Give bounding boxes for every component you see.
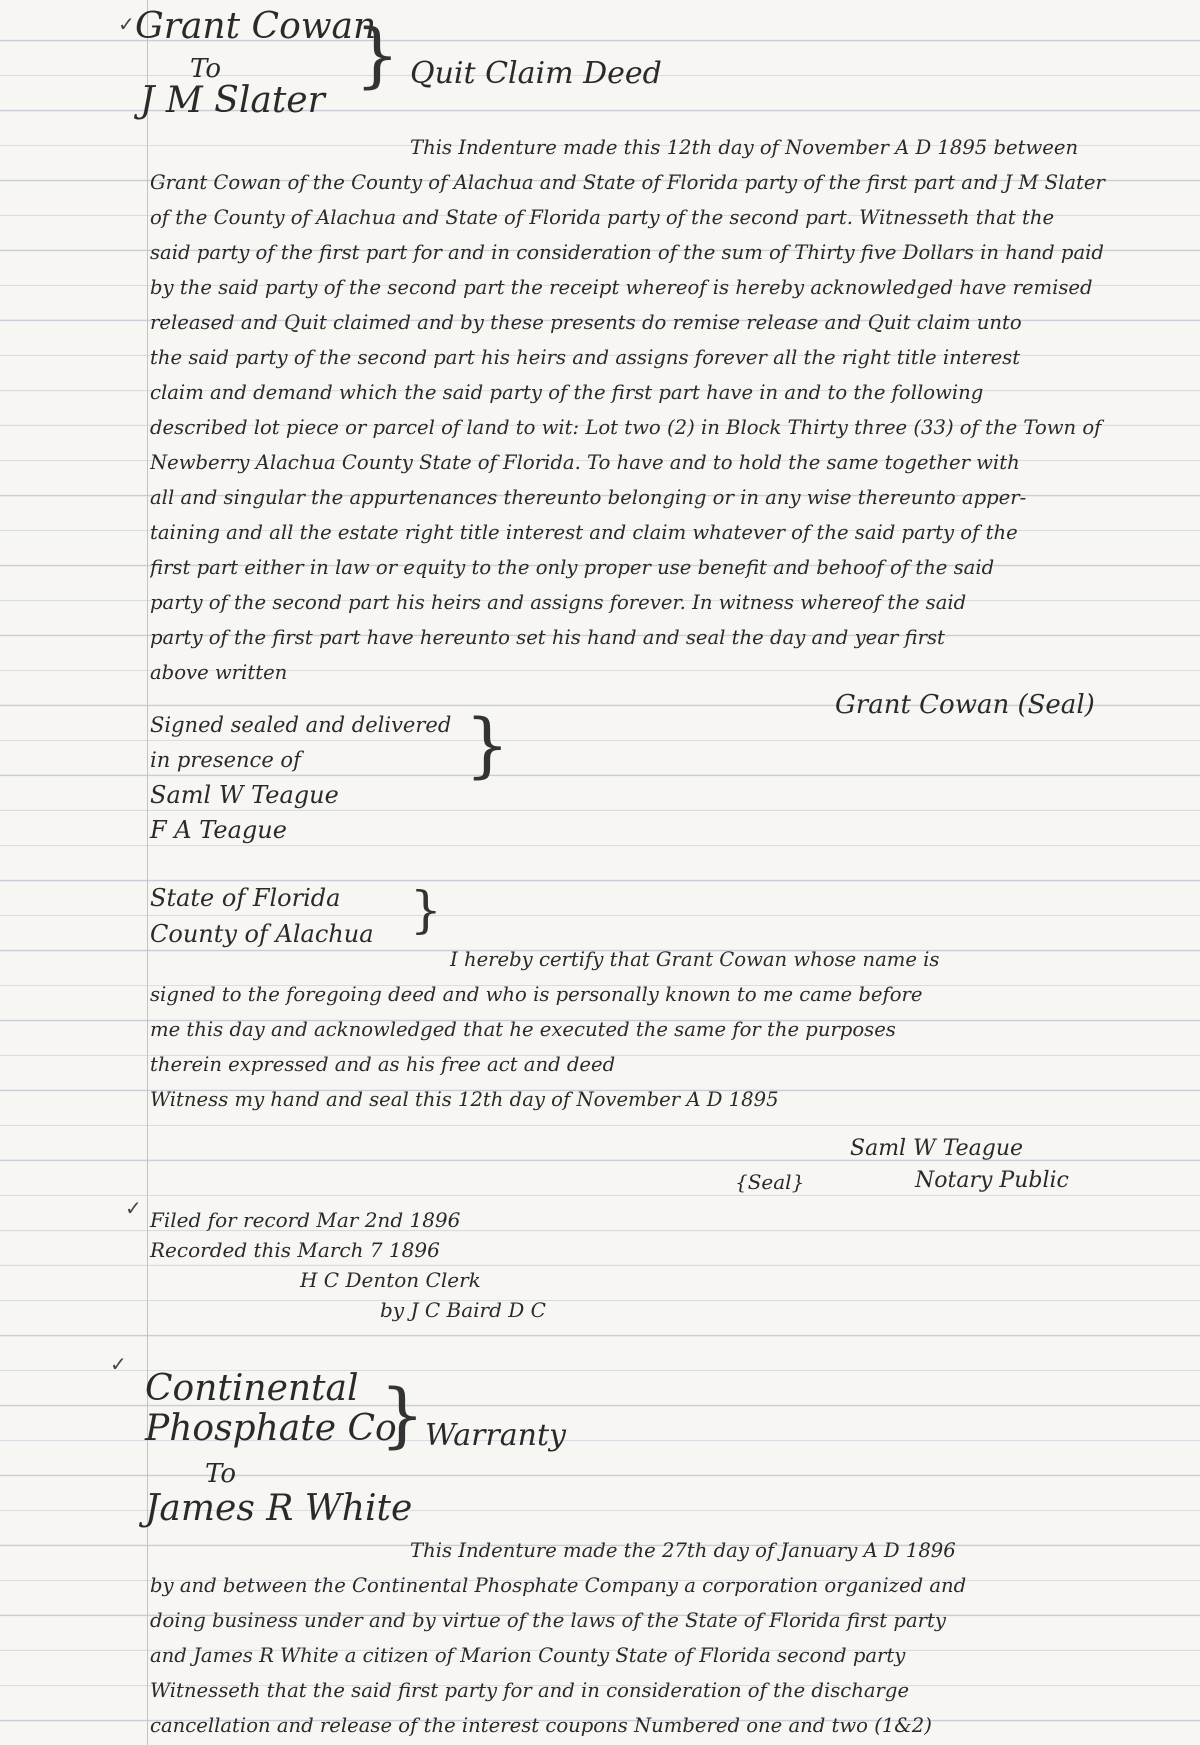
notary-title: Notary Public [915, 1168, 1069, 1193]
filing-line: Filed for record Mar 2nd 1896 [150, 1208, 461, 1232]
acknowledgement-body [150, 942, 1185, 1117]
witness-block [150, 708, 451, 848]
body-line: claim and demand which the said party of the first part have in and to the following [150, 381, 984, 404]
ack-line: Witness my hand and seal this 12th day of November A D 1895 [150, 1088, 779, 1111]
body-line: and James R White a citizen of Marion County State of Florida second party [150, 1644, 906, 1667]
body-line: party of the first part have hereunto set his hand and seal the day and year first [150, 626, 945, 649]
body-line: above written [150, 661, 288, 684]
brace: } [465, 704, 510, 786]
witness-name: F A Teague [150, 816, 287, 844]
ack-line: I hereby certify that Grant Cowan whose name is [450, 948, 940, 971]
body-line: This Indenture made this 12th day of November A D 1895 between [410, 136, 1079, 159]
body-line: Grant Cowan of the County of Alachua and State of Florida party of the first part and J M Slater [150, 171, 1105, 194]
body-line: party of the second part his heirs and assigns forever. In witness whereof the said [150, 591, 967, 614]
grantor-name: Grant Cowan [135, 6, 377, 47]
body-line: taining and all the estate right title interest and claim whatever of the said party of the [150, 521, 1018, 544]
body-line: first part either in law or equity to the only proper use benefit and behoof of the said [150, 556, 995, 579]
brace: } [380, 1374, 425, 1456]
to-label: To [205, 1459, 236, 1489]
witness-name: Saml W Teague [150, 781, 339, 809]
witness-line: in presence of [150, 748, 301, 772]
body-line: doing business under and by virtue of the laws of the State of Florida first party [150, 1609, 946, 1632]
brace: } [355, 14, 400, 96]
body-line: said party of the first part for and in consideration of the sum of Thirty five Dollars in hand paid [150, 241, 1104, 264]
body-line: by and between the Continental Phosphate Company a corporation organized and [150, 1574, 967, 1597]
notary-seal: {Seal} [735, 1170, 805, 1194]
deed-body [150, 1533, 1185, 1743]
check-mark: ✓ [118, 12, 135, 36]
body-line: released and Quit claimed and by these presents do remise release and Quit claim unto [150, 311, 1022, 334]
witness-line: Signed sealed and delivered [150, 713, 452, 737]
grantee-name: James R White [145, 1488, 413, 1529]
body-line: by the said party of the second part the receipt whereof is hereby acknowledged have remised [150, 276, 1093, 299]
body-line: described lot piece or parcel of land to wit: Lot two (2) in Block Thirty three (33) of the Town of [150, 416, 1102, 439]
check-mark: ✓ [125, 1196, 142, 1220]
grantor-name: Phosphate Co [145, 1408, 397, 1449]
filing-line: H C Denton Clerk [300, 1268, 481, 1292]
deed-type: Warranty [425, 1418, 567, 1453]
ack-state: State of Florida [150, 884, 341, 912]
body-line: cancellation and release of the interest coupons Numbered one and two (1&2) [150, 1714, 932, 1737]
ack-line: therein expressed and as his free act and deed [150, 1053, 616, 1076]
filing-line: by J C Baird D C [380, 1298, 546, 1322]
grantor-signature: Grant Cowan (Seal) [835, 690, 1095, 720]
deed-type: Quit Claim Deed [410, 56, 662, 91]
body-line: Witnesseth that the said first party for and in consideration of the discharge [150, 1679, 910, 1702]
check-mark: ✓ [110, 1352, 127, 1376]
to-label: To [190, 54, 221, 84]
ack-line: signed to the foregoing deed and who is personally known to me came before [150, 983, 923, 1006]
body-line: This Indenture made the 27th day of January A D 1896 [410, 1539, 956, 1562]
deed-body [150, 130, 1185, 690]
ack-line: me this day and acknowledged that he executed the same for the purposes [150, 1018, 896, 1041]
filing-block [150, 1205, 546, 1325]
body-line: the said party of the second part his heirs and assigns forever all the right title interest [150, 346, 1021, 369]
body-line: all and singular the appurtenances thereunto belonging or in any wise thereunto apper- [150, 486, 1027, 509]
grantee-name: J M Slater [140, 80, 325, 121]
notary-name: Saml W Teague [850, 1136, 1024, 1161]
margin-rule [147, 0, 148, 1745]
ack-county: County of Alachua [150, 920, 374, 948]
brace: } [410, 881, 442, 939]
filing-line: Recorded this March 7 1896 [150, 1238, 440, 1262]
body-line: of the County of Alachua and State of Florida party of the second part. Witnesseth that the [150, 206, 1055, 229]
body-line: Newberry Alachua County State of Florida. To have and to hold the same together with [150, 451, 1020, 474]
grantor-name: Continental [145, 1368, 359, 1409]
